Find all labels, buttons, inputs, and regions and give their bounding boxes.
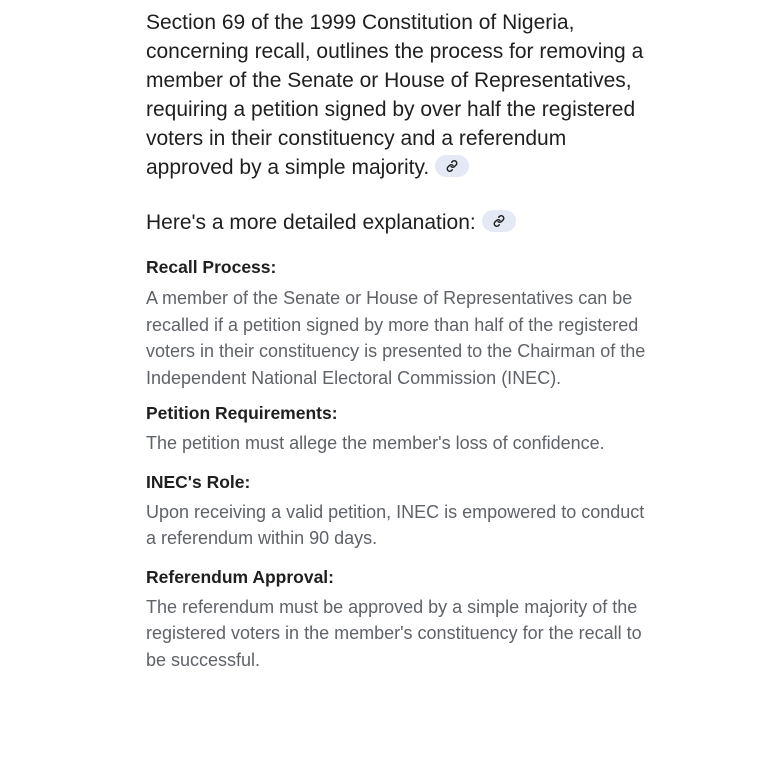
section-petition-requirements [146, 401, 646, 457]
explanation-lead-text: Here's a more detailed explanation: [146, 211, 476, 234]
response-content [146, 8, 646, 673]
source-link-chip[interactable] [435, 155, 469, 177]
section-title: Referendum Approval: [146, 566, 334, 587]
section-title: INEC's Role: [146, 471, 251, 492]
source-link-chip[interactable] [482, 210, 516, 232]
section-body: The referendum must be approved by a simple majority of the registered voters in the member's constituency for the recall to be successful. [146, 596, 642, 670]
section-body: Upon receiving a valid petition, INEC is empowered to conduct a referendum within 90 days. [146, 501, 645, 548]
explanation-lead [146, 208, 646, 237]
link-icon [446, 160, 458, 172]
section-inec-role [146, 470, 646, 552]
section-referendum-approval [146, 565, 646, 674]
section-body: The petition must allege the member's loss of confidence. [146, 433, 605, 453]
intro-text: Section 69 of the 1999 Constitution of Nigeria, concerning recall, outlines the process for removing a member of the Senate or House of Representatives, requiring a petition signed by over half the registered voters in their constituency and a referendum approved by a simple majority. [146, 11, 644, 179]
section-title: Petition Requirements: [146, 403, 338, 423]
link-icon [493, 215, 505, 227]
intro-paragraph [146, 8, 646, 182]
section-title: Recall Process: [146, 257, 277, 277]
section-recall-process [146, 255, 646, 391]
section-body: A member of the Senate or House of Representatives can be recalled if a petition signed by more than half of the registered voters in their constituency is presented to the Chairman of the Independent National Electoral Commission (INEC). [146, 288, 646, 388]
